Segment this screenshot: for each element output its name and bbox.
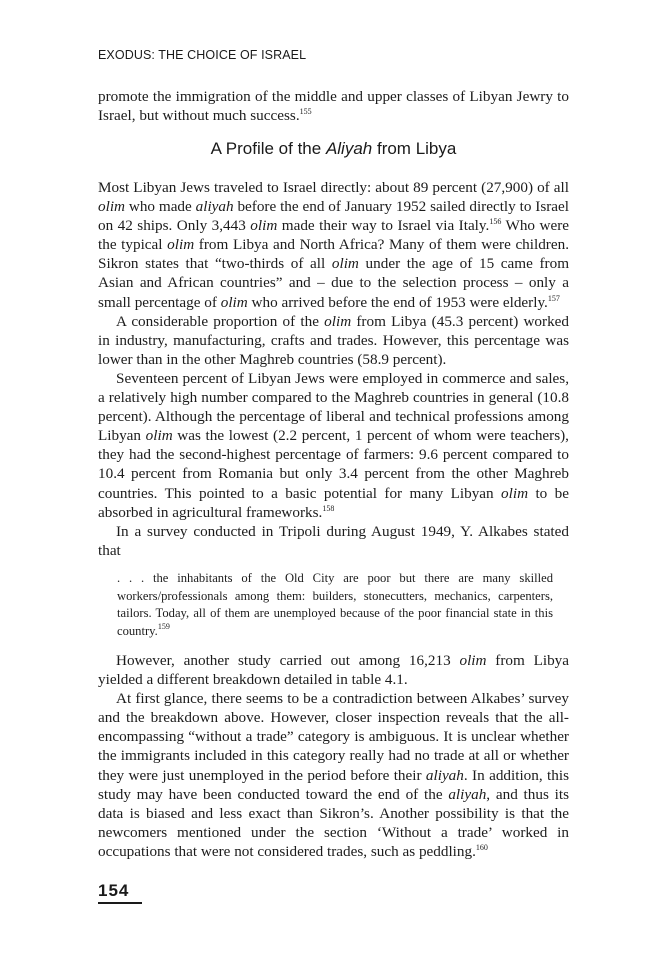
main-body-continued <box>98 651 569 861</box>
paragraph-3: Seventeen percent of Libyan Jews were employed in commerce and sales, a relatively high number compared to the Maghreb countries in general (10.8 percent). Although the percentage of liberal and technical professions among Libyan olim was the lowest (2.2 percent, 1 percent of whom were teachers), they had the second-highest percentage of farmers: 9.6 percent compared to 10.4 percent from Romania but only 3.4 percent from the other Maghreb countries. This pointed to a basic potential for many Libyan olim to be absorbed in agricultural frameworks.$^{158}$ <box>98 369 569 521</box>
footnote-ref[interactable]: 157 <box>547 293 560 303</box>
main-body <box>98 178 569 560</box>
running-head: EXODUS: THE CHOICE OF ISRAEL <box>98 48 307 62</box>
footnote-ref[interactable]: 155 <box>299 107 312 117</box>
footnote-ref[interactable]: 160 <box>475 842 488 852</box>
intro-paragraph: promote the immigration of the middle and upper classes of Libyan Jewry to Israel, but without much success.$^{155}$ <box>98 88 569 125</box>
paragraph-1: Most Libyan Jews traveled to Israel directly: about 89 percent (27,900) of all olim who made aliyah before the end of January 1952 sailed directly to Israel on 42 ships. Only 3,443 olim made their way to Israel via Italy.$^{156}$ Who were the typical olim from Libya and North Africa? Many of them were children. Sikron states that “two-thirds of all olim under the age of 15 came from Asian and African countries” and – due to the selection process – only a small percentage of olim who arrived before the end of 1953 were elderly.$^{157}$ <box>98 179 570 311</box>
footnote-ref[interactable]: 159 <box>157 621 170 631</box>
footnote-ref[interactable]: 158 <box>322 503 335 513</box>
page-number-rule <box>98 902 142 904</box>
paragraph-2: A considerable proportion of the olim from Libya (45.3 percent) worked in industry, manufacturing, crafts and trades. However, this percentage was lower than in the other Maghreb countries (58.9 percent). <box>98 312 569 368</box>
paragraph-6: At first glance, there seems to be a contradiction between Alkabes’ survey and the breakdown above. However, closer inspection reveals that the all-encompassing “without a trade” category is ambiguous. It is unclear whether the immigrants included in this category really had no trade at all or whether they were just unemployed in the period before their aliyah. In addition, this study may have been conducted toward the end of the aliyah, and thus its data is biased and less exact than Sikron’s. Another possibility is that the newcomers mentioned under the section ‘Without a trade’ worked in occupations that were not considered trades, such as peddling.$^{160}$ <box>98 690 569 860</box>
page-number: 154 <box>98 881 130 900</box>
section-title: A Profile of the Aliyah from Libya <box>210 139 457 158</box>
paragraph-4: In a survey conducted in Tripoli during August 1949, Y. Alkabes stated that <box>98 522 569 559</box>
footnote-ref[interactable]: 156 <box>489 217 502 227</box>
paragraph-5: However, another study carried out among 16,213 olim from Libya yielded a different breakdown detailed in table 4.1. <box>98 652 570 689</box>
block-quote: . . . the inhabitants of the Old City are poor but there are many skilled workers/professionals among them: builders, stonecutters, mechanics, carpenters, tailors. Today, all of them are unemployed because of the poor financial state in this country.$^{159}$ <box>117 571 553 638</box>
